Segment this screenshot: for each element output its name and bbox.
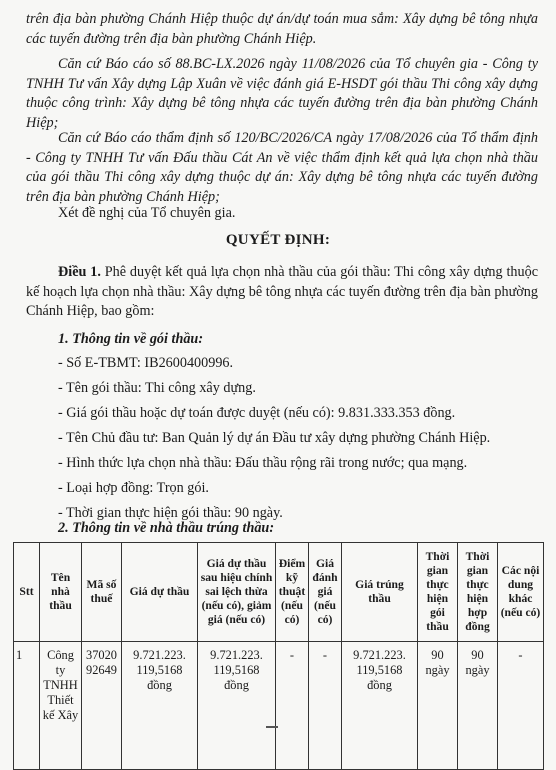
header-cell: Tên nhà thầu xyxy=(40,543,82,642)
info-item: - Thời gian thực hiện gói thầu: 90 ngày. xyxy=(58,505,283,521)
page-number-mark xyxy=(266,726,278,728)
info-item: - Tên Chủ đầu tư: Ban Quản lý dự án Đầu tư xây dựng phường Chánh Hiệp. xyxy=(58,430,491,446)
article-1-text: Phê duyệt kết quả lựa chọn nhà thầu của gói thầu: Thi công xây dựng thuộc kế hoạch lựa chọn nhà thầu: Xây dựng bê tông nhựa các tuyến đường trên địa bàn phường Chánh Hiệp, bao gồm: xyxy=(26,264,538,320)
table-header-row xyxy=(14,543,544,642)
info-item: - Hình thức lựa chọn nhà thầu: Đấu thầu rộng rãi trong nước; qua mạng. xyxy=(58,455,468,471)
basis-paragraph-2: Căn cứ Báo cáo thẩm định số 120/BC/2026/CA ngày 17/08/2026 của Tổ thẩm định - Công ty TNHH Tư vấn Đấu thầu Cát An về việc thẩm định kết quả lựa chọn nhà thầu của gói thầu Thi công xây dựng thuộc dự án: Xây dựng bê tông nhựa các tuyến đường trên địa bàn phường Chánh Hiệp; xyxy=(26,130,538,205)
header-cell: Điểm kỹ thuật (nếu có) xyxy=(276,543,309,642)
decision-title: QUYẾT ĐỊNH: xyxy=(225,232,331,248)
table-cell: 90 ngày xyxy=(458,642,498,770)
table-cell: 1 xyxy=(14,642,40,770)
table-row xyxy=(14,642,544,770)
header-cell: Stt xyxy=(14,543,40,642)
table-cell: 9.721.223. 119,5168 đồng xyxy=(198,642,276,770)
basis-paragraph-1: Căn cứ Báo cáo số 88.BC-LX.2026 ngày 11/08/2026 của Tổ chuyên gia - Công ty TNHH Tư vấn Xây dựng Lập Xuân về việc đánh giá E-HSDT gói thầu Thi công xây dựng thuộc công trình: Xây dựng bê tông nhựa các tuyến đường trên địa bàn phường Chánh Hiệp; xyxy=(26,56,538,131)
info-item: - Giá gói thầu hoặc dự toán được duyệt (nếu có): 9.831.333.353 đồng. xyxy=(58,405,456,421)
info-item: - Loại hợp đồng: Trọn gói. xyxy=(58,480,209,496)
table-cell: 9.721.223. 119,5168 đồng xyxy=(122,642,198,770)
proposal-paragraph: Xét đề nghị của Tổ chuyên gia. xyxy=(58,205,236,221)
winning-bidder-table xyxy=(13,542,544,770)
header-cell: Thời gian thực hiện gói thầu xyxy=(418,543,458,642)
intro-paragraph: trên địa bàn phường Chánh Hiệp thuộc dự án/dự toán mua sắm: Xây dựng bê tông nhựa các tuyến đường trên địa bàn phường Chánh Hiệp. xyxy=(26,11,538,47)
table-cell: - xyxy=(498,642,544,770)
article-1 xyxy=(26,263,538,322)
header-cell: Các nội dung khác (nếu có) xyxy=(498,543,544,642)
table-cell: - xyxy=(309,642,342,770)
section-2-heading: 2. Thông tin về nhà thầu trúng thầu: xyxy=(58,520,275,536)
section-1-heading: 1. Thông tin về gói thầu: xyxy=(58,331,204,347)
table-cell: 9.721.223. 119,5168 đồng xyxy=(342,642,418,770)
header-cell: Mã số thuế xyxy=(82,543,122,642)
article-1-label: Điều 1. xyxy=(58,264,101,280)
info-item: - Tên gói thầu: Thi công xây dựng. xyxy=(58,380,256,396)
table-cell: 3702092649 xyxy=(82,642,122,770)
table-cell: 90 ngày xyxy=(418,642,458,770)
header-cell: Giá đánh giá (nếu có) xyxy=(309,543,342,642)
header-cell: Thời gian thực hiện hợp đồng xyxy=(458,543,498,642)
info-item: - Số E-TBMT: IB2600400996. xyxy=(58,355,234,371)
table-cell: - xyxy=(276,642,309,770)
header-cell: Giá trúng thầu xyxy=(342,543,418,642)
header-cell: Giá dự thầu sau hiệu chính sai lệch thừa (nếu có), giảm giá (nếu có) xyxy=(198,543,276,642)
table-cell: Công ty TNHH Thiết kế Xây xyxy=(40,642,82,770)
header-cell: Giá dự thầu xyxy=(122,543,198,642)
